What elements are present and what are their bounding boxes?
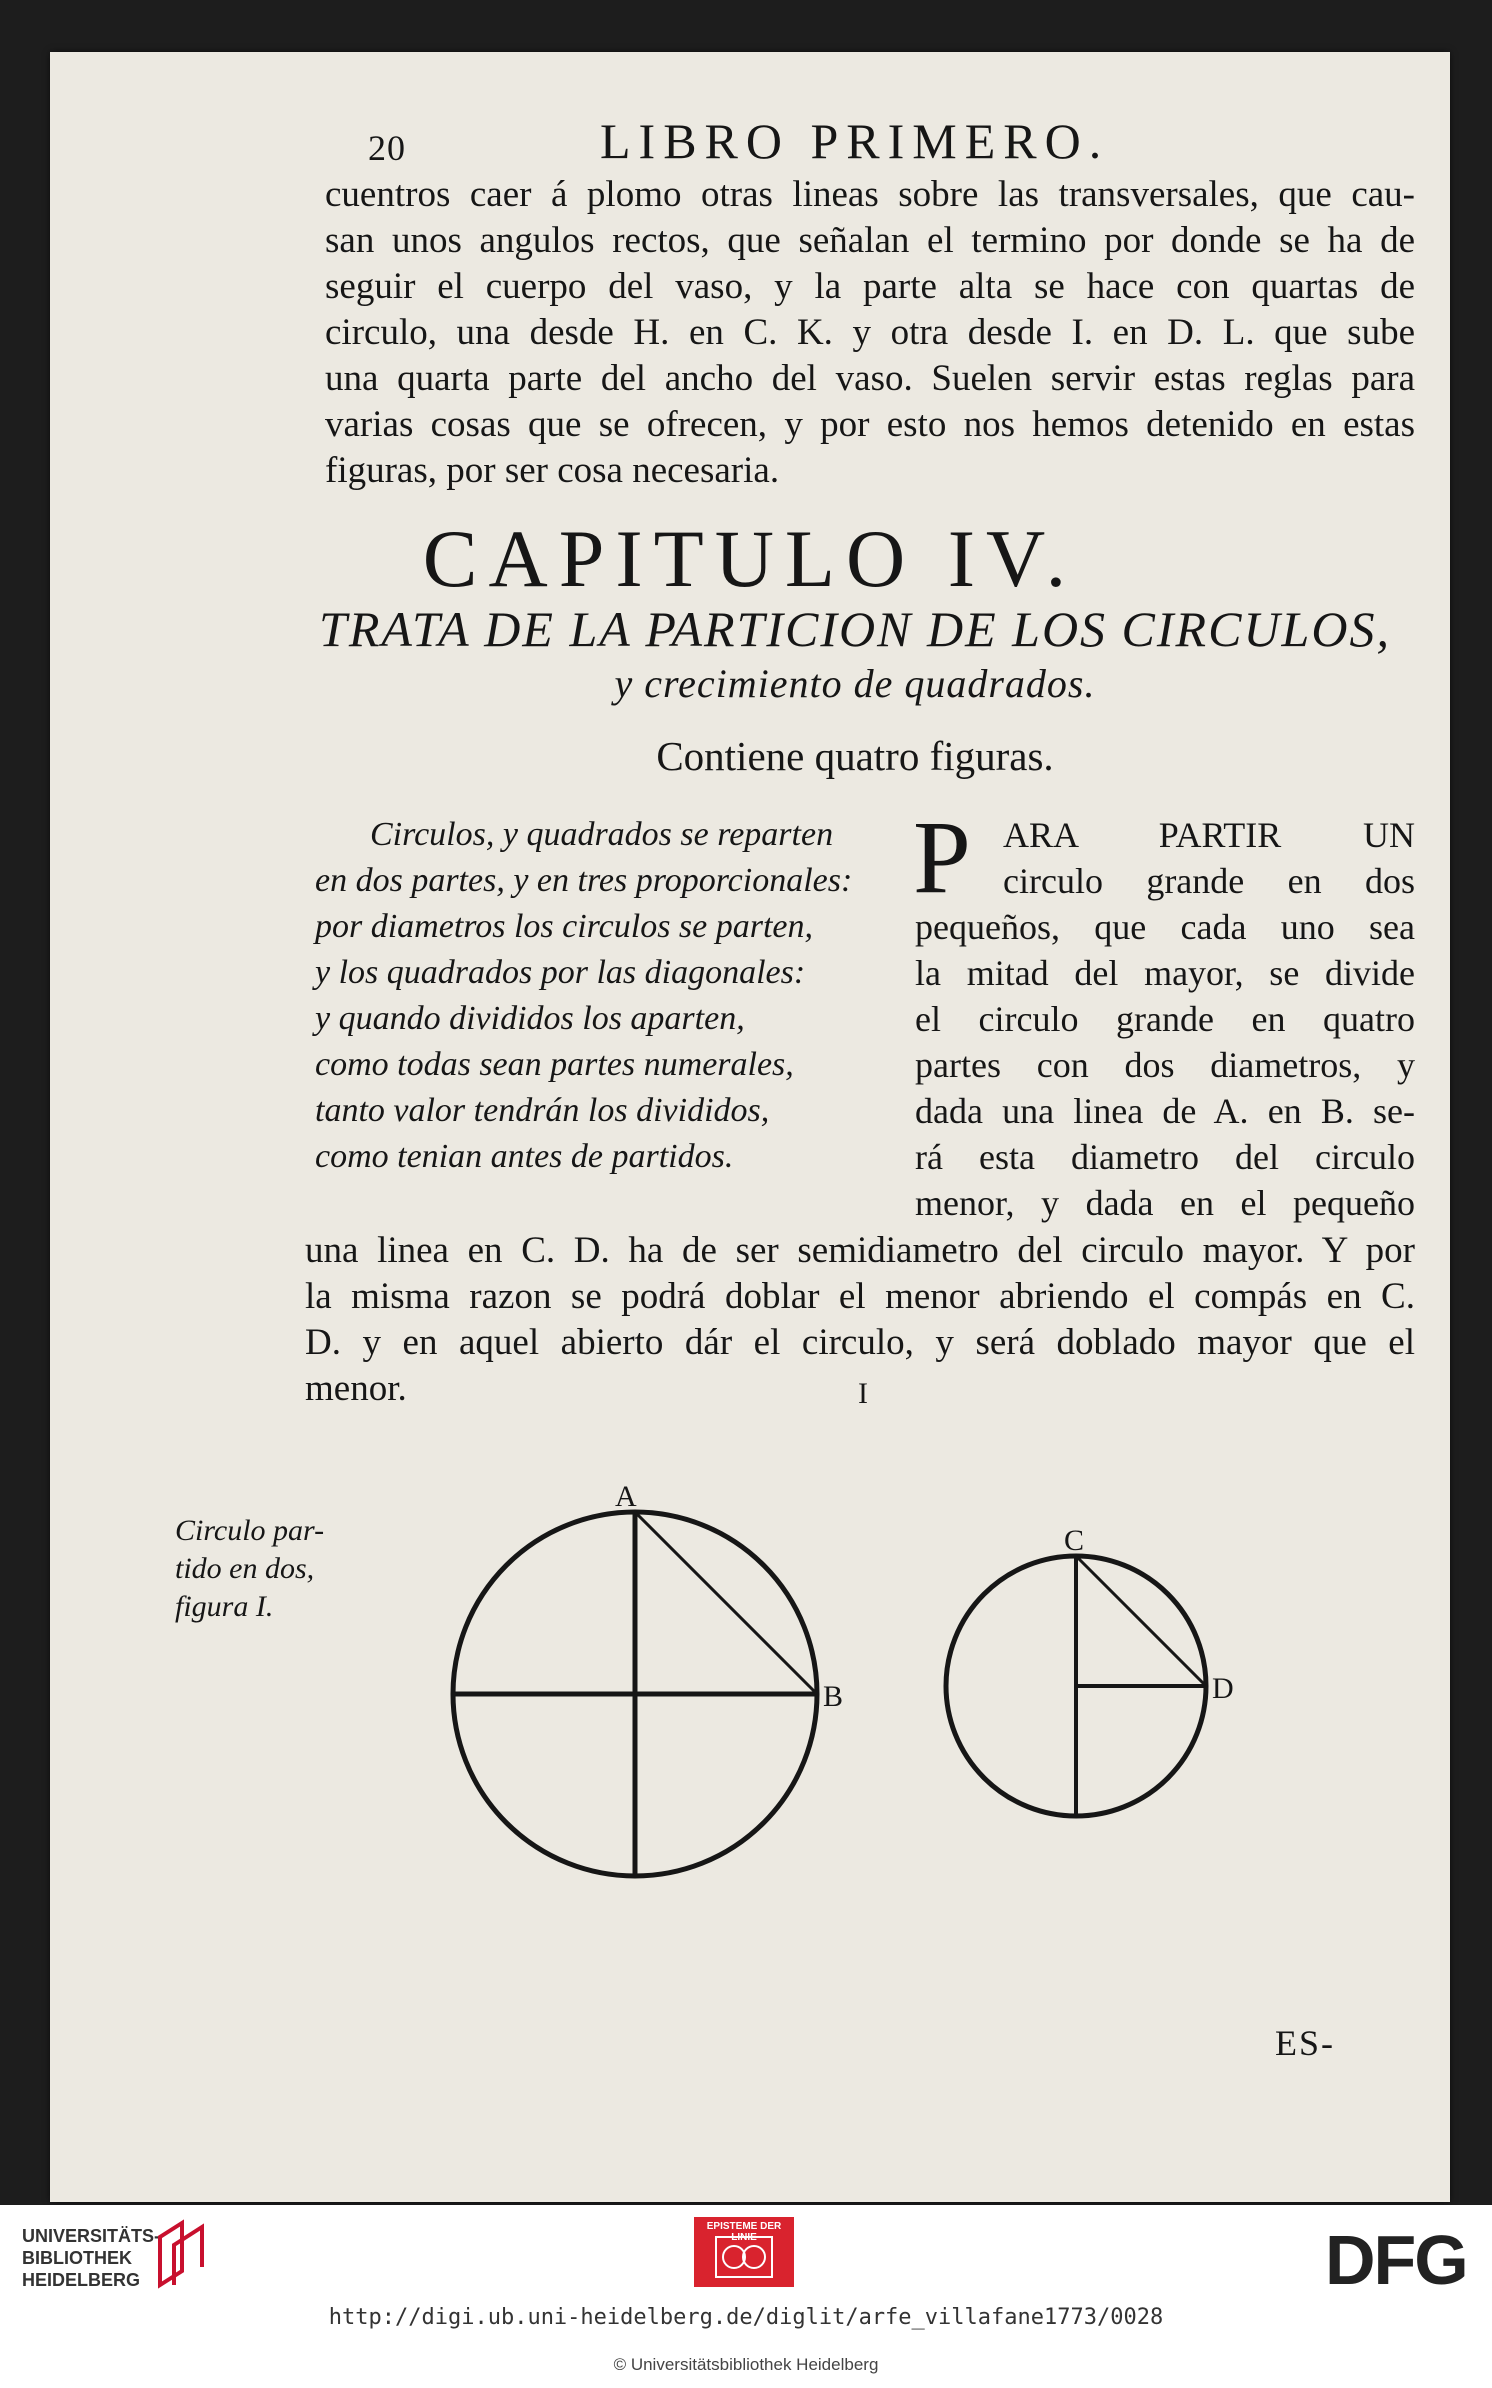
catchword: ES- (1275, 2023, 1335, 2063)
figure-number: I (858, 1377, 868, 1410)
episteme-emblem-icon (694, 2217, 794, 2287)
label-a: A (615, 1480, 637, 1513)
verse-line: y quando divididos los aparten, (315, 1000, 745, 1037)
library-name (22, 2225, 160, 2291)
copyright-notice: © Universitätsbibliothek Heidelberg (613, 2355, 879, 2374)
dfg-logo[interactable]: DFG (1325, 2221, 1467, 2299)
text-line: la misma razon se podrá doblar el menor abriendo el compás en C. (305, 1276, 1415, 1317)
text-line: rá esta diametro del circulo (915, 1137, 1415, 1177)
text-line: circulo, una desde H. en C. K. y otra desde I. en D. L. que sube (325, 312, 1415, 353)
text-line: la mitad del mayor, se divide (915, 953, 1415, 993)
document-url[interactable]: http://digi.ub.uni-heidelberg.de/diglit/arfe_villafane1773/0028 (328, 2305, 1164, 2330)
margin-note-line: figura I. (175, 1590, 274, 1623)
text-line: seguir el cuerpo del vaso, y la parte alta se hace con quartas de (325, 266, 1415, 307)
text-line: partes con dos diametros, y (915, 1045, 1415, 1085)
text-line: figuras, por ser cosa necesaria. (325, 450, 780, 491)
chapter-subtitle: TRATA DE LA PARTICION DE LOS CIRCULOS, (319, 601, 1391, 657)
text-line: san unos angulos rectos, que señalan el termino por donde se ha de (325, 220, 1415, 261)
text-line: pequeños, que cada uno sea (915, 907, 1415, 947)
verse-line: Circulos, y quadrados se reparten (370, 816, 834, 853)
text-line: cuentros caer á plomo otras lineas sobre las transversales, que cau- (325, 174, 1415, 215)
label-c: C (1064, 1524, 1085, 1557)
verse-block (315, 812, 915, 1180)
library-name-line: HEIDELBERG (22, 2270, 141, 2290)
chapter-subtitle-2: y crecimiento de quadrados. (614, 661, 1096, 706)
episteme-logo[interactable] (694, 2217, 794, 2287)
page-number: 20 (368, 128, 406, 168)
library-name-line: UNIVERSITÄTS- (22, 2226, 161, 2246)
text-line: ARA PARTIR UN (1003, 815, 1415, 855)
margin-note-line: Circulo par- (175, 1514, 325, 1547)
circle-diagram (450, 1434, 1270, 1914)
chapter-title: CAPITULO IV. (422, 513, 1078, 604)
text-line: D. y en aquel abierto dár el circulo, y será doblado mayor que el (305, 1322, 1415, 1363)
verse-line: tanto valor tendrán los divididos, (315, 1092, 770, 1129)
text-line: dada una linea de A. en B. se- (915, 1091, 1415, 1131)
verse-line: como todas sean partes numerales, (315, 1046, 794, 1083)
library-name-line: BIBLIOTHEK (22, 2248, 132, 2268)
verse-line: como tenian antes de partidos. (315, 1138, 734, 1175)
margin-note-line: tido en dos, (175, 1552, 315, 1585)
label-d: D (1212, 1672, 1234, 1705)
verse-line: por diametros los circulos se parten, (315, 908, 814, 945)
book-page (50, 52, 1450, 2202)
text-line: menor. (305, 1368, 407, 1409)
paragraph-continuation (325, 172, 1415, 494)
text-line: una linea en C. D. ha de ser semidiametro del circulo mayor. Y por (305, 1230, 1415, 1271)
chapter-contents-note: Contiene quatro figuras. (656, 733, 1054, 779)
verse-line: y los quadrados por las diagonales: (315, 954, 806, 991)
drop-cap: P (913, 800, 971, 915)
text-line: menor, y dada en el pequeño (915, 1183, 1415, 1223)
margin-note (175, 1512, 324, 1626)
text-line: circulo grande en dos (1003, 861, 1415, 901)
right-column-text (913, 800, 1415, 1226)
running-head: LIBRO PRIMERO. (600, 113, 1110, 169)
text-line: una quarta parte del ancho del vaso. Suelen servir estas reglas para (325, 358, 1415, 399)
chord-a-b (635, 1512, 817, 1694)
university-library-logo-icon[interactable] (152, 2215, 212, 2291)
verse-line: en dos partes, y en tres proporcionales: (315, 862, 853, 899)
episteme-logo-text: EPISTEME DER LINIE (706, 2221, 782, 2243)
text-line: el circulo grande en quatro (915, 999, 1415, 1039)
viewer-footer (0, 2205, 1492, 2388)
label-b: B (823, 1680, 844, 1713)
text-line: varias cosas que se ofrecen, y por esto nos hemos detenido en estas (325, 404, 1415, 445)
